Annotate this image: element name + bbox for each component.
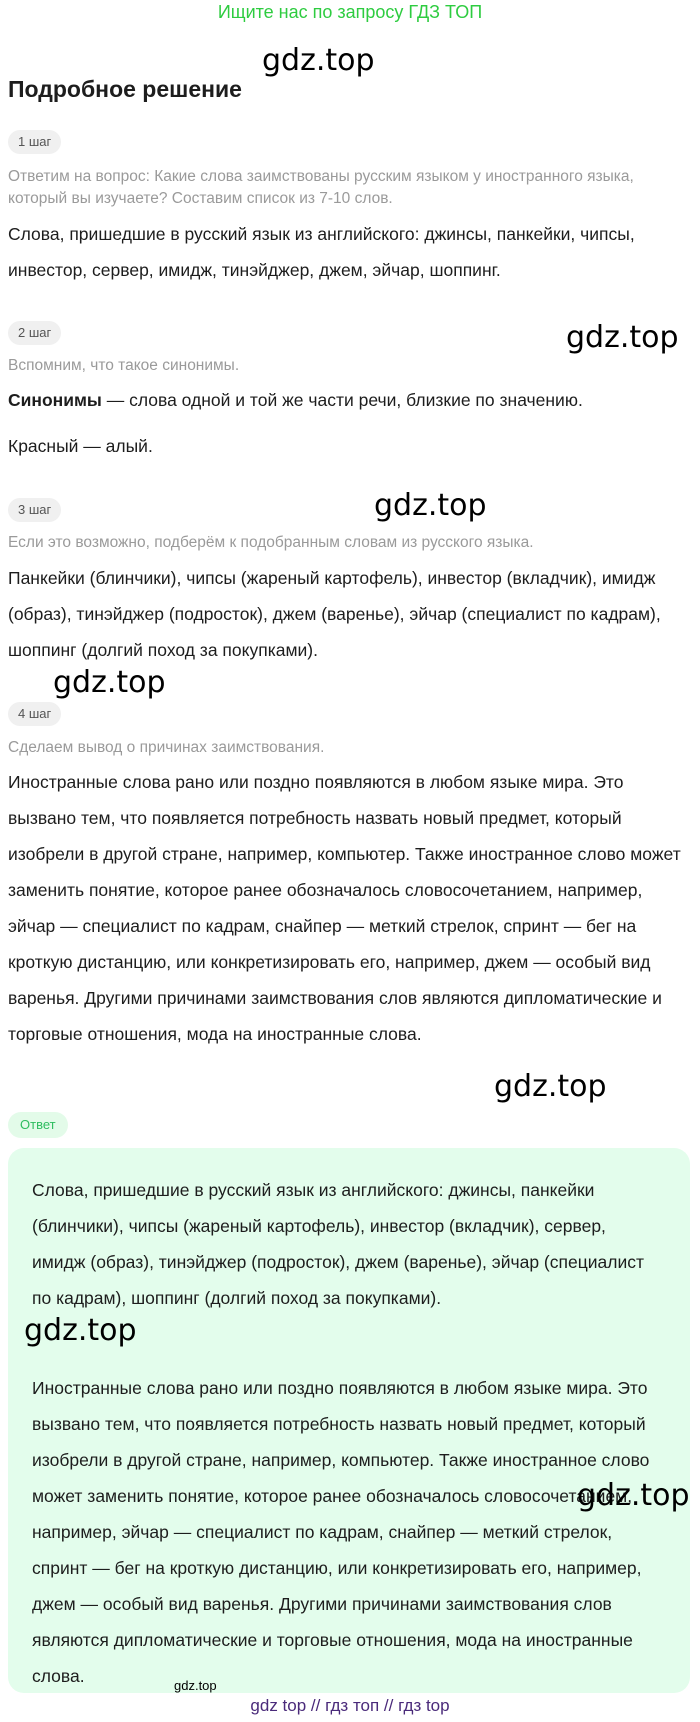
step-2-example: Красный — алый. bbox=[8, 436, 153, 456]
watermark-small: gdz.top bbox=[174, 1678, 217, 1693]
step-2-hint: Вспомним, что такое синонимы. bbox=[8, 357, 240, 374]
step-1-badge: 1 шаг bbox=[8, 130, 61, 154]
step-2-badge: 2 шаг bbox=[8, 321, 61, 345]
answer-paragraph-2: Иностранные слова рано или поздно появляются в любом языке мира. Это вызвано тем, что появляется потребность назвать новый предмет, который изобрели в другой стране, например, компьютер. Также иностранное слово может заменить понятие, которое ранее обозначалось словосочетанием, например, эйчар — специалист по кадрам, снайпер — меткий стрелок, спринт — бег на кроткую дистанцию, или конкретизировать его, например, джем — особый вид варенья. Другими причинами заимствования слов являются дипломатические и торговые отношения, мода на иностранные слова. bbox=[32, 1378, 650, 1686]
watermark: gdz.top bbox=[262, 43, 375, 78]
step-1-hint: Ответим на вопрос: Какие слова заимствованы русским языком у иностранного языка, который вы изучаете? Составим список из 7-10 слов. bbox=[8, 168, 634, 207]
answer-badge: Ответ bbox=[8, 1112, 68, 1138]
step-4-hint: Сделаем вывод о причинах заимствования. bbox=[8, 739, 325, 756]
watermark: gdz.top bbox=[24, 1313, 137, 1348]
term-synonyms: Синонимы bbox=[8, 390, 102, 410]
answer-paragraph-1: Слова, пришедшие в русский язык из английского: джинсы, панкейки (блинчики), чипсы (жареный картофель), инвестор (вкладчик), сервер, имидж (образ), тинэйджер (подросток), джем (варенье), эйчар (специалист по кадрам), шоппинг (долгий поход за покупками). bbox=[32, 1180, 644, 1308]
watermark: gdz.top bbox=[566, 320, 679, 355]
step-2-definition bbox=[8, 382, 683, 418]
watermark: gdz.top bbox=[53, 665, 166, 700]
step-3-hint: Если это возможно, подберём к подобранным словам из русского языка. bbox=[8, 534, 534, 551]
search-banner: Ищите нас по запросу ГДЗ ТОП bbox=[217, 2, 483, 22]
watermark: gdz.top bbox=[494, 1069, 607, 1104]
step-3-badge: 3 шаг bbox=[8, 498, 61, 522]
step-4-text: Иностранные слова рано или поздно появляются в любом языке мира. Это вызвано тем, что появляется потребность назвать новый предмет, который изобрели в другой стране, например, компьютер. Также иностранное слово может заменить понятие, которое ранее обозначалось словосочетанием, например, эйчар — специалист по кадрам, снайпер — меткий стрелок, спринт — бег на кроткую дистанцию, или конкретизировать его, например, джем — особый вид варенья. Другими причинами заимствования слов являются дипломатические и торговые отношения, мода на иностранные слова. bbox=[8, 772, 681, 1044]
watermark: gdz.top bbox=[374, 488, 487, 523]
footer-links: gdz top // гдз топ // гдз top bbox=[250, 1696, 450, 1715]
step-3-text: Панкейки (блинчики), чипсы (жареный картофель), инвестор (вкладчик), имидж (образ), тинэйджер (подросток), джем (варенье), эйчар (специалист по кадрам), шоппинг (долгий поход за покупками). bbox=[8, 568, 661, 660]
page-title: Подробное решение bbox=[8, 76, 242, 102]
definition-text: — слова одной и той же части речи, близкие по значению. bbox=[101, 390, 583, 410]
watermark: gdz.top bbox=[577, 1478, 690, 1513]
step-4-badge: 4 шаг bbox=[8, 702, 61, 726]
step-1-text: Слова, пришедшие в русский язык из английского: джинсы, панкейки, чипсы, инвестор, сервер, имидж, тинэйджер, джем, эйчар, шоппинг. bbox=[8, 224, 635, 280]
